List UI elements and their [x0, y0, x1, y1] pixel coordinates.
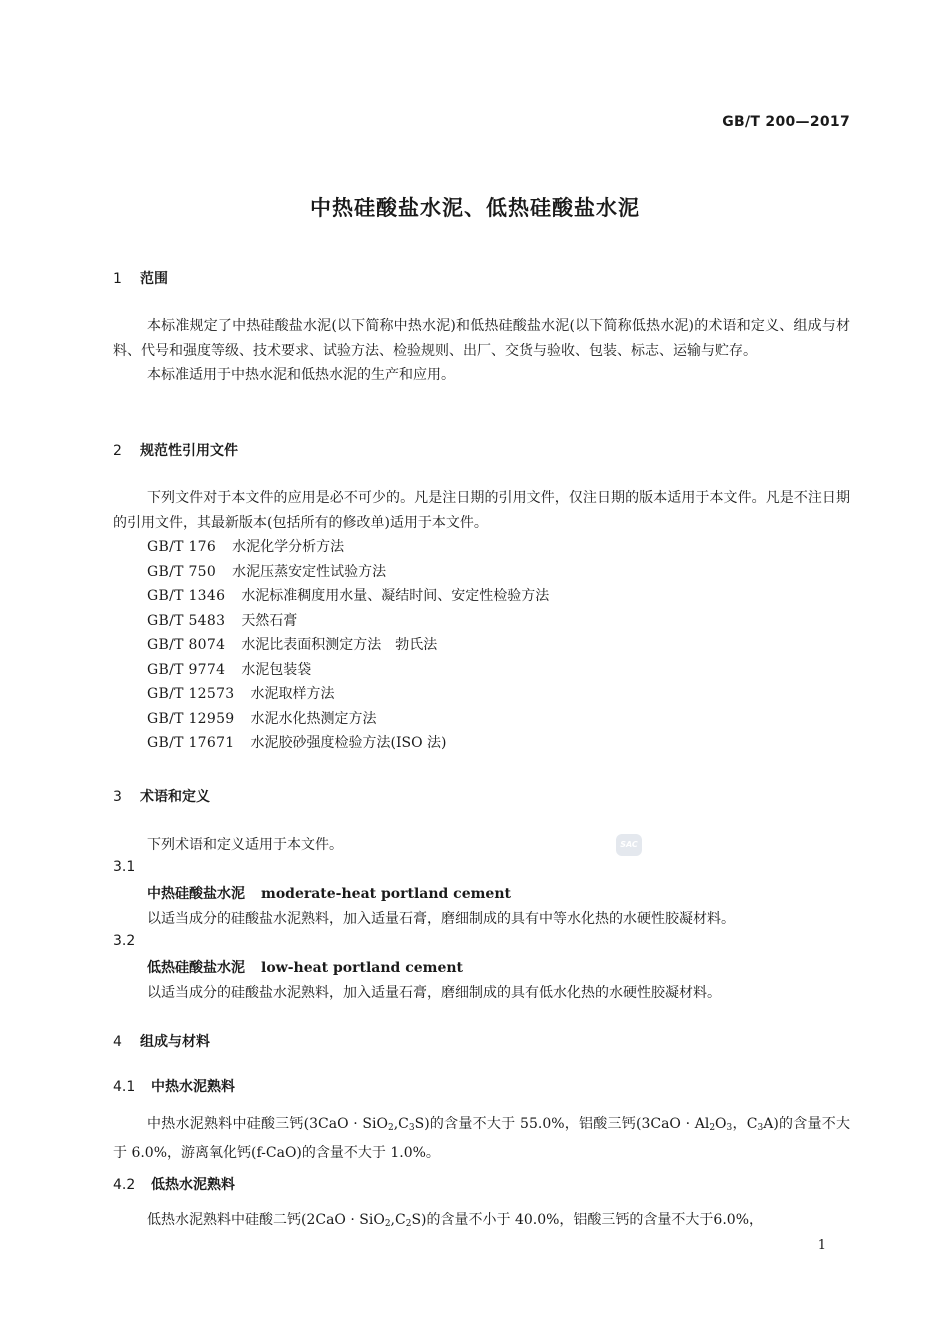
text-run: ,C [393, 1116, 409, 1132]
reference-title: 水泥比表面积测定方法 勃氏法 [241, 637, 438, 653]
reference-code: GB/T 750 [147, 563, 217, 580]
section-4-2-number: 4.2 [113, 1177, 136, 1193]
section-3-number: 3 [113, 789, 122, 805]
sac-watermark: SAC [616, 834, 642, 856]
term-3-2 [147, 957, 463, 977]
term-3-1-zh: 中热硅酸盐水泥 [147, 886, 245, 902]
reference-item [147, 731, 549, 756]
reference-item [147, 707, 549, 732]
section-3-heading [113, 786, 210, 806]
section-2-body [113, 486, 850, 535]
text-run: O [715, 1116, 727, 1132]
reference-title: 天然石膏 [241, 612, 298, 629]
reference-code: GB/T 9774 [147, 661, 226, 678]
section-2-heading [113, 440, 238, 460]
text-run: A)的含量不大于 6.0%，游离氧化钙(f-CaO)的含量不大于 1.0%。 [113, 1116, 851, 1161]
section-1-paragraph-1: 本标准规定了中热硅酸盐水泥(以下简称中热水泥)和低热硅酸盐水泥(以下简称低热水泥)的术语和定义、组成与材料、代号和强度等级、技术要求、试验方法、检验规则、出厂、交货与验收、包装、标志、运输与贮存。 [113, 318, 850, 359]
subscript: 2 [387, 1123, 394, 1133]
text-run: 中热水泥熟料中硅酸三钙(3CaO · SiO [147, 1116, 388, 1132]
reference-title: 水泥化学分析方法 [232, 539, 345, 555]
reference-item [147, 633, 549, 658]
reference-code: GB/T 5483 [147, 612, 226, 629]
reference-item [147, 535, 549, 560]
term-3-2-zh: 低热硅酸盐水泥 [147, 960, 245, 976]
text-run: ,C [390, 1212, 406, 1228]
reference-item [147, 560, 549, 585]
reference-list [147, 535, 549, 756]
section-4-2-paragraph [113, 1208, 850, 1237]
text-run: ， [732, 1116, 747, 1132]
section-4-1-number: 4.1 [113, 1079, 136, 1095]
section-2-paragraph-1: 下列文件对于本文件的应用是必不可少的。凡是注日期的引用文件，仅注日期的版本适用于本文件。凡是不注日期的引用文件，其最新版本(包括所有的修改单)适用于本文件。 [113, 490, 850, 531]
reference-item [147, 682, 549, 707]
section-4-1-body [113, 1112, 850, 1165]
page-number: 1 [817, 1238, 826, 1253]
section-4-heading [113, 1031, 210, 1051]
term-3-1-number: 3.1 [113, 859, 136, 875]
term-3-1-en: moderate-heat portland cement [261, 886, 511, 902]
subscript: 2 [405, 1219, 412, 1229]
reference-code: GB/T 17671 [147, 735, 235, 751]
term-3-2-definition: 以适当成分的硅酸盐水泥熟料，加入适量石膏，磨细制成的具有低水化热的水硬性胶凝材料。 [147, 985, 721, 1001]
section-4-2-title: 低热水泥熟料 [151, 1177, 235, 1193]
term-3-2-en: low-heat portland cement [261, 960, 464, 976]
reference-item [147, 584, 549, 609]
section-1-body [113, 314, 850, 388]
reference-title: 水泥取样方法 [250, 686, 335, 702]
section-2-title: 规范性引用文件 [140, 443, 238, 459]
subscript: 3 [726, 1123, 733, 1133]
subscript: 2 [384, 1219, 391, 1229]
section-4-2-body [113, 1208, 850, 1237]
section-1-heading [113, 268, 168, 288]
section-4-1-paragraph [113, 1112, 850, 1165]
section-3-intro: 下列术语和定义适用于本文件。 [147, 837, 343, 853]
section-1-paragraph-2: 本标准适用于中热水泥和低热水泥的生产和应用。 [147, 367, 455, 383]
subscript: 3 [408, 1123, 415, 1133]
reference-title: 水泥包装袋 [241, 661, 312, 678]
section-4-number: 4 [113, 1034, 122, 1050]
section-2-number: 2 [113, 443, 122, 459]
reference-item [147, 658, 549, 683]
section-4-1-heading [113, 1076, 235, 1096]
subscript: 3 [757, 1123, 764, 1133]
section-4-title: 组成与材料 [140, 1034, 210, 1050]
term-3-1-definition: 以适当成分的硅酸盐水泥熟料，加入适量石膏，磨细制成的具有中等水化热的水硬性胶凝材料。 [147, 911, 735, 927]
text-run: S)的含量不大于 55.0%，铝酸三钙(3CaO · Al [414, 1116, 710, 1132]
reference-title: 水泥标准稠度用水量、凝结时间、安定性检验方法 [241, 588, 550, 604]
section-1-number: 1 [113, 271, 122, 287]
section-3-title: 术语和定义 [140, 789, 210, 805]
reference-code: GB/T 176 [147, 539, 217, 555]
term-3-1 [147, 883, 511, 903]
section-4-1-title: 中热水泥熟料 [151, 1079, 235, 1095]
reference-title: 水泥水化热测定方法 [250, 710, 377, 727]
term-3-2-number: 3.2 [113, 933, 136, 949]
reference-code: GB/T 8074 [147, 637, 226, 653]
text-run: C [746, 1116, 758, 1132]
section-1-title: 范围 [140, 271, 168, 287]
text-run: 低热水泥熟料中硅酸二钙(2CaO · SiO [147, 1212, 385, 1228]
standard-number: GB/T 200—2017 [722, 114, 850, 130]
reference-title: 水泥压蒸安定性试验方法 [232, 563, 387, 580]
reference-code: GB/T 12573 [147, 686, 235, 702]
text-run: S)的含量不小于 40.0%，铝酸三钙的含量不大于6.0%， [411, 1212, 763, 1228]
reference-code: GB/T 1346 [147, 588, 226, 604]
document-title: 中热硅酸盐水泥、低热硅酸盐水泥 [310, 196, 640, 220]
section-4-2-heading [113, 1174, 235, 1194]
reference-code: GB/T 12959 [147, 710, 235, 727]
subscript: 2 [709, 1123, 716, 1133]
reference-title: 水泥胶砂强度检验方法(ISO 法) [250, 735, 447, 751]
reference-item [147, 609, 549, 634]
